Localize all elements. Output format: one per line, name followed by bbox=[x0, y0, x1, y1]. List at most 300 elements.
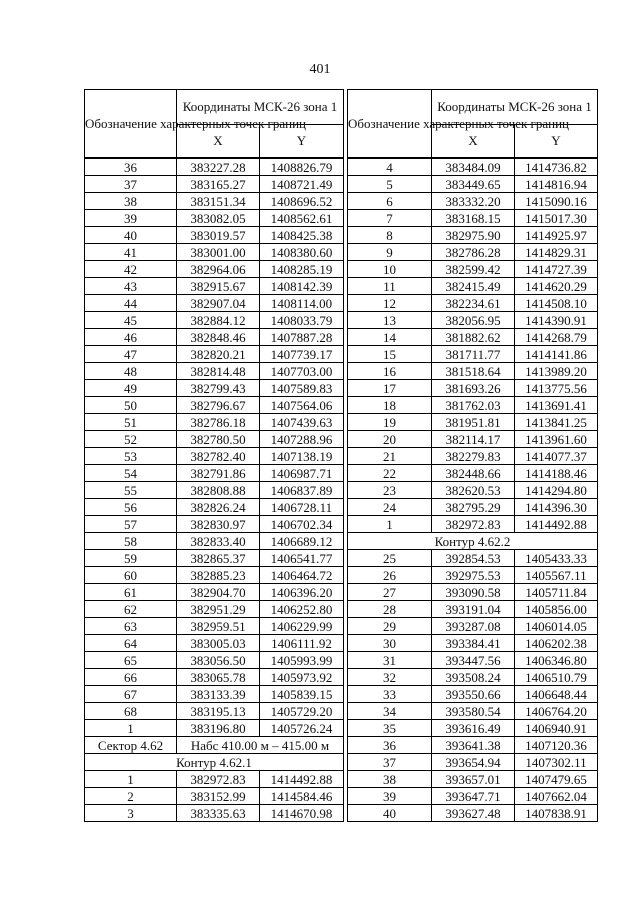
y-cell: 1406396.20 bbox=[260, 584, 344, 601]
x-cell: 383168.15 bbox=[432, 210, 515, 227]
table-row bbox=[348, 465, 598, 482]
section-row bbox=[348, 533, 598, 550]
x-cell: 382808.88 bbox=[177, 482, 260, 499]
y-cell: 1407703.00 bbox=[260, 363, 344, 380]
point-cell: 36 bbox=[85, 158, 177, 176]
table-row bbox=[348, 261, 598, 278]
point-cell: 44 bbox=[85, 295, 177, 312]
x-cell: 383065.78 bbox=[177, 669, 260, 686]
x-cell: 383335.63 bbox=[177, 805, 260, 822]
x-cell: 383484.09 bbox=[432, 158, 515, 176]
y-cell: 1407120.36 bbox=[515, 737, 598, 754]
table-row bbox=[85, 686, 344, 703]
y-cell: 1413989.20 bbox=[515, 363, 598, 380]
table-row bbox=[348, 397, 598, 414]
point-cell: 56 bbox=[85, 499, 177, 516]
table-row bbox=[85, 516, 344, 533]
x-cell: 382799.43 bbox=[177, 380, 260, 397]
point-cell: 58 bbox=[85, 533, 177, 550]
x-cell: 383165.27 bbox=[177, 176, 260, 193]
table-row bbox=[85, 635, 344, 652]
x-cell: 382795.29 bbox=[432, 499, 515, 516]
x-cell: 382964.06 bbox=[177, 261, 260, 278]
table-row bbox=[85, 295, 344, 312]
table-row bbox=[85, 193, 344, 210]
x-cell: 393616.49 bbox=[432, 720, 515, 737]
y-cell: 1408142.39 bbox=[260, 278, 344, 295]
table-row bbox=[348, 771, 598, 788]
x-cell: 383001.00 bbox=[177, 244, 260, 261]
x-cell: 381762.03 bbox=[432, 397, 515, 414]
table-row bbox=[348, 414, 598, 431]
x-cell: 382972.83 bbox=[432, 516, 515, 533]
x-column-header: X bbox=[432, 125, 515, 159]
y-cell: 1406346.80 bbox=[515, 652, 598, 669]
x-cell: 381882.62 bbox=[432, 329, 515, 346]
y-cell: 1414396.30 bbox=[515, 499, 598, 516]
y-column-header: Y bbox=[260, 125, 344, 159]
y-cell: 1406837.89 bbox=[260, 482, 344, 499]
y-cell: 1407662.04 bbox=[515, 788, 598, 805]
table-row bbox=[348, 601, 598, 618]
sector-row bbox=[85, 737, 344, 754]
table-row bbox=[348, 380, 598, 397]
y-cell: 1405839.15 bbox=[260, 686, 344, 703]
table-row bbox=[348, 346, 598, 363]
y-cell: 1408721.49 bbox=[260, 176, 344, 193]
x-cell: 393287.08 bbox=[432, 618, 515, 635]
table-row bbox=[85, 652, 344, 669]
point-cell: 25 bbox=[348, 550, 432, 567]
x-cell: 383195.13 bbox=[177, 703, 260, 720]
y-cell: 1406987.71 bbox=[260, 465, 344, 482]
point-cell: 1 bbox=[85, 771, 177, 788]
y-cell: 1408114.00 bbox=[260, 295, 344, 312]
table-row bbox=[85, 244, 344, 261]
table-row bbox=[85, 278, 344, 295]
point-cell: 5 bbox=[348, 176, 432, 193]
y-cell: 1413691.41 bbox=[515, 397, 598, 414]
table-row bbox=[348, 448, 598, 465]
point-cell: 39 bbox=[348, 788, 432, 805]
y-cell: 1408425.38 bbox=[260, 227, 344, 244]
table-row bbox=[348, 431, 598, 448]
table-row bbox=[348, 618, 598, 635]
table-row bbox=[85, 380, 344, 397]
point-cell: 40 bbox=[348, 805, 432, 822]
designation-header: Обозначение характерных точек границ bbox=[85, 90, 177, 159]
x-cell: 383151.34 bbox=[177, 193, 260, 210]
x-cell: 383056.50 bbox=[177, 652, 260, 669]
table-row bbox=[85, 567, 344, 584]
table-row bbox=[85, 499, 344, 516]
x-cell: 382114.17 bbox=[432, 431, 515, 448]
y-cell: 1406464.72 bbox=[260, 567, 344, 584]
x-cell: 383133.39 bbox=[177, 686, 260, 703]
y-cell: 1414829.31 bbox=[515, 244, 598, 261]
x-cell: 382786.28 bbox=[432, 244, 515, 261]
x-cell: 381951.81 bbox=[432, 414, 515, 431]
table-row bbox=[85, 669, 344, 686]
table-row bbox=[348, 312, 598, 329]
y-cell: 1414492.88 bbox=[515, 516, 598, 533]
y-cell: 1405993.99 bbox=[260, 652, 344, 669]
x-cell: 382279.83 bbox=[432, 448, 515, 465]
point-cell: 33 bbox=[348, 686, 432, 703]
table-row bbox=[85, 482, 344, 499]
y-cell: 1415090.16 bbox=[515, 193, 598, 210]
point-cell: 16 bbox=[348, 363, 432, 380]
table-row bbox=[348, 482, 598, 499]
point-cell: 45 bbox=[85, 312, 177, 329]
section-label: Контур 4.62.2 bbox=[348, 533, 598, 550]
x-cell: 382056.95 bbox=[432, 312, 515, 329]
point-cell: 11 bbox=[348, 278, 432, 295]
x-cell: 382826.24 bbox=[177, 499, 260, 516]
y-cell: 1408285.19 bbox=[260, 261, 344, 278]
y-cell: 1406648.44 bbox=[515, 686, 598, 703]
x-cell: 383152.99 bbox=[177, 788, 260, 805]
x-cell: 393647.71 bbox=[432, 788, 515, 805]
point-cell: 10 bbox=[348, 261, 432, 278]
y-cell: 1407439.63 bbox=[260, 414, 344, 431]
y-cell: 1414925.97 bbox=[515, 227, 598, 244]
table-row bbox=[348, 295, 598, 312]
point-cell: 30 bbox=[348, 635, 432, 652]
right-table-body bbox=[348, 158, 598, 822]
point-cell: 42 bbox=[85, 261, 177, 278]
table-row bbox=[85, 329, 344, 346]
point-cell: 68 bbox=[85, 703, 177, 720]
point-cell: 43 bbox=[85, 278, 177, 295]
x-cell: 393090.58 bbox=[432, 584, 515, 601]
x-cell: 393384.41 bbox=[432, 635, 515, 652]
x-cell: 383019.57 bbox=[177, 227, 260, 244]
y-cell: 1413775.56 bbox=[515, 380, 598, 397]
point-cell: 13 bbox=[348, 312, 432, 329]
table-row bbox=[85, 414, 344, 431]
y-cell: 1408826.79 bbox=[260, 158, 344, 176]
table-row bbox=[85, 703, 344, 720]
table-row bbox=[348, 210, 598, 227]
table-row bbox=[348, 244, 598, 261]
y-cell: 1414268.79 bbox=[515, 329, 598, 346]
x-cell: 382959.51 bbox=[177, 618, 260, 635]
point-cell: 6 bbox=[348, 193, 432, 210]
x-cell: 382786.18 bbox=[177, 414, 260, 431]
table-row bbox=[85, 158, 344, 176]
x-cell: 392975.53 bbox=[432, 567, 515, 584]
point-cell: 27 bbox=[348, 584, 432, 601]
y-cell: 1408696.52 bbox=[260, 193, 344, 210]
x-cell: 393654.94 bbox=[432, 754, 515, 771]
table-row bbox=[348, 635, 598, 652]
x-cell: 381518.64 bbox=[432, 363, 515, 380]
table-row bbox=[85, 448, 344, 465]
y-cell: 1406014.05 bbox=[515, 618, 598, 635]
point-cell: 17 bbox=[348, 380, 432, 397]
point-cell: 59 bbox=[85, 550, 177, 567]
x-cell: 382884.12 bbox=[177, 312, 260, 329]
x-cell: 393508.24 bbox=[432, 669, 515, 686]
point-cell: 52 bbox=[85, 431, 177, 448]
point-cell: 7 bbox=[348, 210, 432, 227]
y-cell: 1414294.80 bbox=[515, 482, 598, 499]
point-cell: 65 bbox=[85, 652, 177, 669]
coordinates-table-right bbox=[347, 89, 598, 822]
y-cell: 1406689.12 bbox=[260, 533, 344, 550]
point-cell: 19 bbox=[348, 414, 432, 431]
x-cell: 382830.97 bbox=[177, 516, 260, 533]
x-cell: 382780.50 bbox=[177, 431, 260, 448]
point-cell: 38 bbox=[348, 771, 432, 788]
table-row bbox=[348, 584, 598, 601]
table-row bbox=[85, 261, 344, 278]
point-cell: 21 bbox=[348, 448, 432, 465]
point-cell: 32 bbox=[348, 669, 432, 686]
x-cell: 382791.86 bbox=[177, 465, 260, 482]
table-row bbox=[85, 312, 344, 329]
point-cell: 12 bbox=[348, 295, 432, 312]
x-cell: 393550.66 bbox=[432, 686, 515, 703]
y-cell: 1405973.92 bbox=[260, 669, 344, 686]
y-cell: 1414727.39 bbox=[515, 261, 598, 278]
table-row bbox=[85, 363, 344, 380]
x-cell: 393657.01 bbox=[432, 771, 515, 788]
x-cell: 381693.26 bbox=[432, 380, 515, 397]
y-cell: 1414077.37 bbox=[515, 448, 598, 465]
table-row bbox=[348, 669, 598, 686]
x-cell: 382782.40 bbox=[177, 448, 260, 465]
point-cell: 64 bbox=[85, 635, 177, 652]
table-row bbox=[85, 227, 344, 244]
y-cell: 1406202.38 bbox=[515, 635, 598, 652]
point-cell: 9 bbox=[348, 244, 432, 261]
x-cell: 393641.38 bbox=[432, 737, 515, 754]
sector-value: Набс 410.00 м – 415.00 м bbox=[177, 737, 344, 754]
point-cell: 26 bbox=[348, 567, 432, 584]
point-cell: 62 bbox=[85, 601, 177, 618]
point-cell: 22 bbox=[348, 465, 432, 482]
table-row bbox=[348, 754, 598, 771]
section-row bbox=[85, 754, 344, 771]
y-cell: 1414736.82 bbox=[515, 158, 598, 176]
x-cell: 383196.80 bbox=[177, 720, 260, 737]
x-cell: 382904.70 bbox=[177, 584, 260, 601]
x-cell: 382620.53 bbox=[432, 482, 515, 499]
table-row bbox=[85, 346, 344, 363]
y-cell: 1414508.10 bbox=[515, 295, 598, 312]
y-cell: 1406252.80 bbox=[260, 601, 344, 618]
y-cell: 1407302.11 bbox=[515, 754, 598, 771]
table-row bbox=[348, 703, 598, 720]
y-cell: 1407564.06 bbox=[260, 397, 344, 414]
table-row bbox=[85, 584, 344, 601]
x-cell: 382907.04 bbox=[177, 295, 260, 312]
x-cell: 382951.29 bbox=[177, 601, 260, 618]
y-cell: 1414816.94 bbox=[515, 176, 598, 193]
y-cell: 1408033.79 bbox=[260, 312, 344, 329]
y-cell: 1414390.91 bbox=[515, 312, 598, 329]
x-cell: 382796.67 bbox=[177, 397, 260, 414]
y-cell: 1405729.20 bbox=[260, 703, 344, 720]
table-row bbox=[348, 720, 598, 737]
table-row bbox=[85, 550, 344, 567]
x-cell: 381711.77 bbox=[432, 346, 515, 363]
x-cell: 383005.03 bbox=[177, 635, 260, 652]
y-cell: 1414670.98 bbox=[260, 805, 344, 822]
point-cell: 67 bbox=[85, 686, 177, 703]
table-row bbox=[85, 210, 344, 227]
y-cell: 1407288.96 bbox=[260, 431, 344, 448]
x-cell: 382885.23 bbox=[177, 567, 260, 584]
point-cell: 23 bbox=[348, 482, 432, 499]
table-row bbox=[85, 771, 344, 788]
x-cell: 382448.66 bbox=[432, 465, 515, 482]
y-cell: 1414141.86 bbox=[515, 346, 598, 363]
table-row bbox=[348, 227, 598, 244]
table-header-row bbox=[85, 90, 344, 125]
y-cell: 1414620.29 bbox=[515, 278, 598, 295]
point-cell: 63 bbox=[85, 618, 177, 635]
point-cell: 37 bbox=[85, 176, 177, 193]
point-cell: 4 bbox=[348, 158, 432, 176]
point-cell: 46 bbox=[85, 329, 177, 346]
point-cell: 31 bbox=[348, 652, 432, 669]
y-cell: 1405726.24 bbox=[260, 720, 344, 737]
point-cell: 61 bbox=[85, 584, 177, 601]
y-cell: 1405856.00 bbox=[515, 601, 598, 618]
x-cell: 393191.04 bbox=[432, 601, 515, 618]
point-cell: 15 bbox=[348, 346, 432, 363]
y-cell: 1407887.28 bbox=[260, 329, 344, 346]
point-cell: 60 bbox=[85, 567, 177, 584]
table-row bbox=[348, 499, 598, 516]
x-cell: 382833.40 bbox=[177, 533, 260, 550]
x-cell: 383227.28 bbox=[177, 158, 260, 176]
point-cell: 18 bbox=[348, 397, 432, 414]
x-cell: 382814.48 bbox=[177, 363, 260, 380]
y-column-header: Y bbox=[515, 125, 598, 159]
section-label: Контур 4.62.1 bbox=[85, 754, 344, 771]
table-row bbox=[348, 329, 598, 346]
y-cell: 1406702.34 bbox=[260, 516, 344, 533]
x-column-header: X bbox=[177, 125, 260, 159]
x-cell: 392854.53 bbox=[432, 550, 515, 567]
table-row bbox=[85, 533, 344, 550]
table-row bbox=[348, 176, 598, 193]
table-row bbox=[348, 278, 598, 295]
y-cell: 1408380.60 bbox=[260, 244, 344, 261]
x-cell: 382820.21 bbox=[177, 346, 260, 363]
point-cell: 57 bbox=[85, 516, 177, 533]
x-cell: 382415.49 bbox=[432, 278, 515, 295]
x-cell: 382972.83 bbox=[177, 771, 260, 788]
page-number: 401 bbox=[309, 62, 331, 77]
point-cell: 47 bbox=[85, 346, 177, 363]
designation-header: Обозначение характерных точек границ bbox=[348, 90, 432, 159]
table-row bbox=[348, 737, 598, 754]
point-cell: 14 bbox=[348, 329, 432, 346]
point-cell: 54 bbox=[85, 465, 177, 482]
coordinates-header: Координаты МСК-26 зона 1 bbox=[432, 90, 598, 125]
y-cell: 1414492.88 bbox=[260, 771, 344, 788]
table-row bbox=[348, 550, 598, 567]
coordinates-table-left bbox=[84, 89, 344, 822]
point-cell: 50 bbox=[85, 397, 177, 414]
point-cell: 51 bbox=[85, 414, 177, 431]
point-cell: 28 bbox=[348, 601, 432, 618]
y-cell: 1407479.65 bbox=[515, 771, 598, 788]
y-cell: 1415017.30 bbox=[515, 210, 598, 227]
table-row bbox=[348, 158, 598, 176]
point-cell: 41 bbox=[85, 244, 177, 261]
left-table-body bbox=[85, 158, 344, 822]
point-cell: 37 bbox=[348, 754, 432, 771]
point-cell: 53 bbox=[85, 448, 177, 465]
table-row bbox=[85, 805, 344, 822]
y-cell: 1405567.11 bbox=[515, 567, 598, 584]
x-cell: 393627.48 bbox=[432, 805, 515, 822]
x-cell: 383449.65 bbox=[432, 176, 515, 193]
point-cell: 34 bbox=[348, 703, 432, 720]
y-cell: 1406510.79 bbox=[515, 669, 598, 686]
table-row bbox=[85, 618, 344, 635]
x-cell: 393447.56 bbox=[432, 652, 515, 669]
table-row bbox=[85, 176, 344, 193]
point-cell: 3 bbox=[85, 805, 177, 822]
x-cell: 383082.05 bbox=[177, 210, 260, 227]
point-cell: 29 bbox=[348, 618, 432, 635]
point-cell: 39 bbox=[85, 210, 177, 227]
sector-label: Сектор 4.62 bbox=[85, 737, 177, 754]
x-cell: 382975.90 bbox=[432, 227, 515, 244]
y-cell: 1407838.91 bbox=[515, 805, 598, 822]
x-cell: 393580.54 bbox=[432, 703, 515, 720]
x-cell: 382848.46 bbox=[177, 329, 260, 346]
table-row bbox=[85, 720, 344, 737]
y-cell: 1407739.17 bbox=[260, 346, 344, 363]
table-header-row bbox=[348, 90, 598, 125]
y-cell: 1414188.46 bbox=[515, 465, 598, 482]
point-cell: 38 bbox=[85, 193, 177, 210]
point-cell: 35 bbox=[348, 720, 432, 737]
table-row bbox=[85, 601, 344, 618]
y-cell: 1407138.19 bbox=[260, 448, 344, 465]
y-cell: 1408562.61 bbox=[260, 210, 344, 227]
point-cell: 8 bbox=[348, 227, 432, 244]
point-cell: 49 bbox=[85, 380, 177, 397]
y-cell: 1406111.92 bbox=[260, 635, 344, 652]
x-cell: 382915.67 bbox=[177, 278, 260, 295]
x-cell: 382599.42 bbox=[432, 261, 515, 278]
x-cell: 382234.61 bbox=[432, 295, 515, 312]
x-cell: 382865.37 bbox=[177, 550, 260, 567]
y-cell: 1405433.33 bbox=[515, 550, 598, 567]
point-cell: 36 bbox=[348, 737, 432, 754]
table-row bbox=[348, 788, 598, 805]
point-cell: 2 bbox=[85, 788, 177, 805]
table-row bbox=[348, 193, 598, 210]
point-cell: 55 bbox=[85, 482, 177, 499]
point-cell: 1 bbox=[348, 516, 432, 533]
table-row bbox=[348, 516, 598, 533]
point-cell: 40 bbox=[85, 227, 177, 244]
y-cell: 1406764.20 bbox=[515, 703, 598, 720]
table-row bbox=[348, 805, 598, 822]
point-cell: 1 bbox=[85, 720, 177, 737]
y-cell: 1413961.60 bbox=[515, 431, 598, 448]
